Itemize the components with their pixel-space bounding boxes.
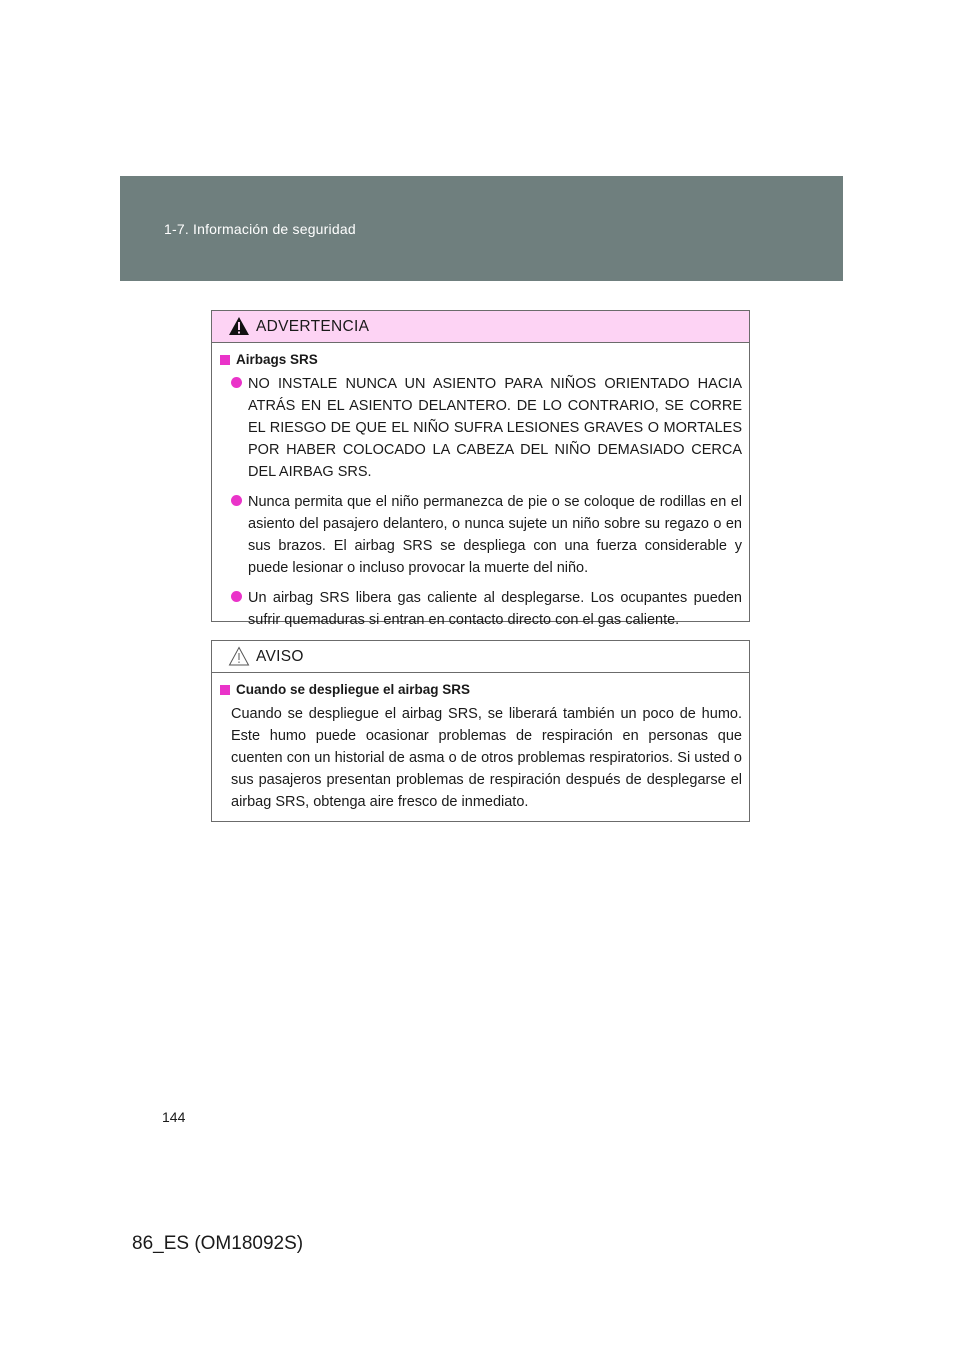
caution-triangle-outline-icon xyxy=(228,646,250,666)
document-code: 86_ES (OM18092S) xyxy=(132,1233,304,1254)
circle-bullet-icon xyxy=(231,377,242,388)
warning-box xyxy=(211,310,750,628)
circle-bullet-icon xyxy=(231,495,242,506)
notice-subhead-text: Cuando se despliegue el airbag SRS xyxy=(236,682,471,697)
warning-subhead xyxy=(220,352,742,367)
square-bullet-icon xyxy=(220,355,230,365)
warning-item xyxy=(220,491,742,579)
warning-item xyxy=(220,587,742,631)
notice-paragraph: Cuando se despliegue el airbag SRS, se liberará también un poco de humo. Este humo puede ocasionar problemas de respiración en personas que cuenten con un historial de asma o de otros problemas respiratorios. Si usted o sus pasajeros presentan problemas de respiración después de desplegarse el airbag SRS, obtenga aire fresco de inmediato. xyxy=(231,706,742,810)
warning-triangle-icon xyxy=(228,316,250,336)
warning-item-text: NO INSTALE NUNCA UN ASIENTO PARA NIÑOS ORIENTADO HACIA ATRÁS EN EL ASIENTO DELANTERO. DE LO CONTRARIO, SE CORRE EL RIESGO DE QUE EL NIÑO SUFRA LESIONES GRAVES O MORTALES POR HABER COLOCADO LA CABEZA DEL NIÑO DEMASIADO CERCA DEL AIRBAG SRS. xyxy=(248,376,742,480)
warning-item xyxy=(220,373,742,483)
warning-header xyxy=(212,311,749,343)
header-band xyxy=(120,176,843,281)
square-bullet-icon xyxy=(220,685,230,695)
warning-subhead-text: Airbags SRS xyxy=(236,352,318,367)
notice-box xyxy=(211,640,750,822)
notice-title: AVISO xyxy=(256,648,304,665)
warning-item-text: Un airbag SRS libera gas caliente al desplegarse. Los ocupantes pueden sufrir quemaduras si entran en contacto directo con el gas caliente. xyxy=(248,590,742,628)
warning-item-text: Nunca permita que el niño permanezca de pie o se coloque de rodillas en el asiento del pasajero delantero, o nunca sujete un niño sobre su regazo o en sus brazos. El airbag SRS se despliega con una fuerza considerable y puede lesionar o incluso provocar la muerte del niño. xyxy=(248,494,742,576)
circle-bullet-icon xyxy=(231,591,242,602)
notice-subhead xyxy=(220,682,742,697)
section-label: 1-7. Información de seguridad xyxy=(164,221,356,237)
page-number: 144 xyxy=(162,1109,186,1125)
notice-header xyxy=(212,641,749,673)
warning-title: ADVERTENCIA xyxy=(256,318,370,335)
